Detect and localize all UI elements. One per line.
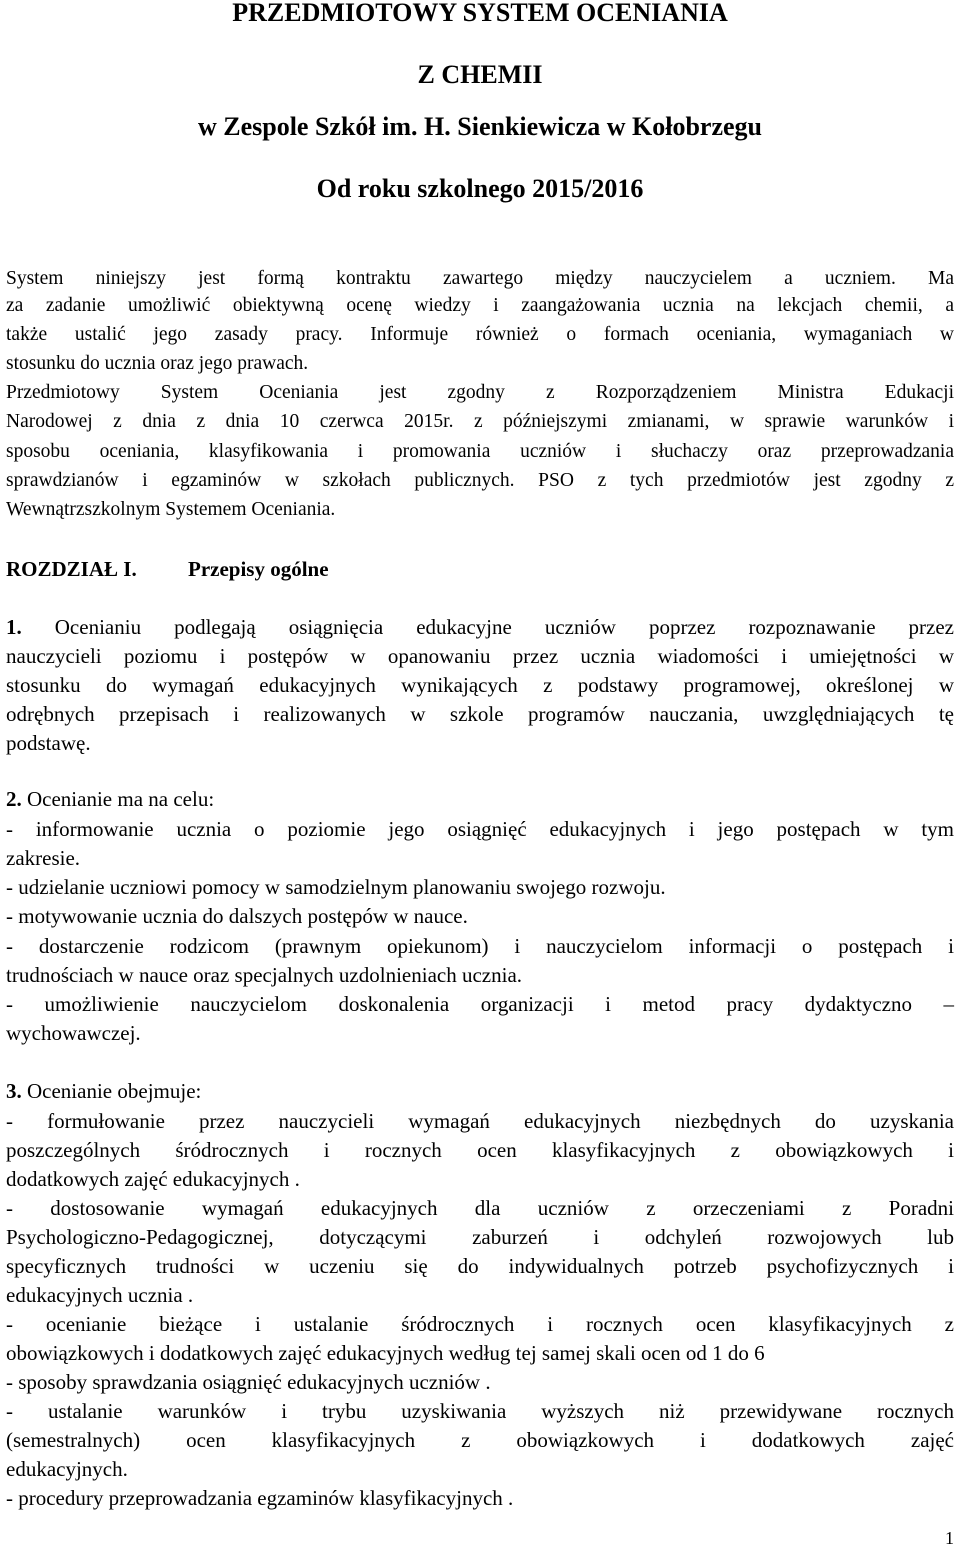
section-2-line: - udzielanie uczniowi pomocy w samodzielnym planowaniu swojego rozwoju. — [6, 875, 666, 899]
section-3-line: (semestralnych) ocen klasyfikacyjnych z obowiązkowych i dodatkowych zajęć — [6, 1428, 954, 1452]
section-1-line: odrębnych przepisach i realizowanych w szkole programów nauczania, uwzględniających tę — [6, 702, 954, 726]
section-3-line: - ocenianie bieżące i ustalanie śródrocznych i rocznych ocen klasyfikacyjnych z — [6, 1312, 954, 1336]
section-2-heading — [6, 786, 954, 812]
school-name: w Zespole Szkół im. H. Sienkiewicza w Kołobrzegu — [197, 112, 763, 141]
section-3-line: - sposoby sprawdzania osiągnięć edukacyjnych uczniów . — [6, 1370, 491, 1394]
section-3-line: edukacyjnych ucznia . — [6, 1283, 194, 1307]
document-subtitle: Z CHEMII — [417, 60, 543, 89]
section-3-head: Ocenianie obejmuje: — [27, 1079, 202, 1103]
section-1-line: stosunku do wymagań edukacyjnych wynikających z podstawy programowej, określonej w — [6, 673, 954, 697]
section-3-number: 3. — [6, 1079, 22, 1103]
section-1-text: Ocenianiu podlegają osiągnięcia edukacyjne uczniów poprzez rozpoznawanie przez — [54, 615, 955, 639]
intro-line: stosunku do ucznia oraz jego prawach. — [6, 353, 309, 374]
intro-line: Narodowej z dnia z dnia 10 czerwca 2015r. z późniejszymi zmianami, w sprawie warunków i — [6, 411, 954, 432]
section-2-head: Ocenianie ma na celu: — [27, 787, 215, 811]
section-3-line: dodatkowych zajęć edukacyjnych . — [6, 1167, 300, 1191]
section-1-line: podstawę. — [6, 731, 91, 755]
section-2-line: - informowanie ucznia o poziomie jego osiągnięć edukacyjnych i jego postępach w tym — [6, 817, 954, 841]
intro-line: sprawdzianów i egzaminów w szkołach publicznych. PSO z tych przedmiotów jest zgodny z — [6, 470, 954, 491]
section-3-line: - dostosowanie wymagań edukacyjnych dla uczniów z orzeczeniami z Poradni — [6, 1196, 954, 1220]
section-2-line: - dostarczenie rodzicom (prawnym opiekunom) i nauczycielom informacji o postępach i — [6, 934, 954, 958]
intro-line: System niniejszy jest formą kontraktu zawartego między nauczycielem a uczniem. Ma — [6, 268, 954, 289]
chapter-heading — [6, 556, 329, 582]
section-3-line: edukacyjnych. — [6, 1457, 128, 1481]
school-year: Od roku szkolnego 2015/2016 — [316, 174, 644, 203]
intro-line: za zadanie umożliwić obiektywną ocenę wiedzy i zaangażowania ucznia na lekcjach chemii, a — [6, 295, 954, 316]
section-3-line: - ustalanie warunków i trybu uzyskiwania wyższych niż przewidywane rocznych — [6, 1399, 954, 1423]
section-2-number: 2. — [6, 787, 22, 811]
section-3-line: poszczególnych śródrocznych i rocznych ocen klasyfikacyjnych z obowiązkowych i — [6, 1138, 954, 1162]
section-3-line: - formułowanie przez nauczycieli wymagań edukacyjnych niezbędnych do uzyskania — [6, 1109, 954, 1133]
section-2-line: trudnościach w nauce oraz specjalnych uzdolnieniach ucznia. — [6, 963, 523, 987]
section-2-line: wychowawczej. — [6, 1021, 141, 1045]
section-2-line: zakresie. — [6, 846, 81, 870]
section-1-number: 1. — [6, 615, 22, 639]
section-2-line: - motywowanie ucznia do dalszych postępów w nauce. — [6, 904, 468, 928]
section-3-line: obowiązkowych i dodatkowych zajęć edukacyjnych według tej samej skali ocen od 1 do 6 — [6, 1341, 765, 1365]
section-3-line: specyficznych trudności w uczeniu się do indywidualnych potrzeb psychofizycznych i — [6, 1254, 954, 1278]
section-2-line: - umożliwienie nauczycielom doskonalenia organizacji i metod pracy dydaktyczno – — [6, 992, 954, 1016]
intro-line: sposobu oceniania, klasyfikowania i promowania uczniów i słuchaczy oraz przeprowadzania — [6, 441, 954, 462]
chapter-number: ROZDZIAŁ I. — [6, 557, 137, 581]
section-1-first-line — [6, 614, 954, 640]
intro-line: także ustalić jego zasady pracy. Informuje również o formach oceniania, wymaganiach w — [6, 324, 954, 345]
document-title: PRZEDMIOTOWY SYSTEM OCENIANIA — [232, 0, 728, 27]
section-3-line: Psychologiczno-Pedagogicznej, dotyczącymi zaburzeń i odchyleń rozwojowych lub — [6, 1225, 954, 1249]
intro-line: Wewnątrzszkolnym Systemem Oceniania. — [6, 499, 336, 520]
section-3-line: - procedury przeprowadzania egzaminów klasyfikacyjnych . — [6, 1486, 514, 1510]
section-3-heading — [6, 1078, 954, 1104]
page-number: 1 — [945, 1528, 954, 1548]
intro-line: Przedmiotowy System Oceniania jest zgodny z Rozporządzeniem Ministra Edukacji — [6, 382, 954, 403]
section-1-line: nauczycieli poziomu i postępów w opanowaniu przez ucznia wiadomości i umiejętności w — [6, 644, 954, 668]
chapter-title: Przepisy ogólne — [188, 557, 329, 581]
